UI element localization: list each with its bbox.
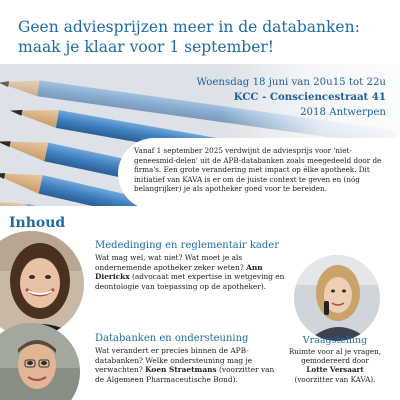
topic-1-speaker-desc: (advocaat met expertise in wetgeving en deontologie van toepassing op de apotheker).	[95, 272, 285, 291]
intro-bubble	[118, 138, 400, 210]
content-section-title: Inhoud	[9, 215, 66, 231]
qa-title: Vraagstelling	[302, 335, 368, 346]
event-info	[166, 75, 386, 120]
moderator-photo-lotte-versaart	[294, 255, 380, 341]
event-venue: KCC - Consciencestraat 41	[233, 91, 386, 103]
qa-moderator-name: Lotte Versaart	[306, 365, 364, 375]
event-date: Woensdag 18 juni van 20u15 tot 22u	[196, 77, 386, 88]
headline-line-2: maak je klaar voor 1 september!	[18, 38, 274, 56]
topic-2-text: Wat verandert er precies binnen de APB-databanken? Welke ondersteuning mag je verwachten?	[95, 346, 253, 375]
headline-line-1: Geen adviesprijzen meer in de databanken:	[18, 18, 360, 36]
topic-databanken	[95, 333, 280, 384]
qa-line-1: Ruimte voor al je vragen,	[288, 347, 382, 356]
topic-2-speaker-desc: (voorzitter van de Algemeen Pharmaceutische Bond).	[95, 365, 275, 384]
topic-1-text: Wat mag wel, wat niet? Wat moet je als ondernemende apotheker zeker weten?	[95, 253, 244, 272]
page-headline	[18, 17, 388, 57]
speaker-photo-ann-dierickx	[0, 231, 84, 337]
topic-2-description	[95, 346, 280, 384]
topic-2-title: Databanken en ondersteuning	[95, 333, 249, 344]
qa-moderator-desc: (voorzitter van KAVA).	[294, 374, 376, 384]
speaker-photo-koen-straetmans	[0, 323, 80, 400]
intro-text: Vanaf 1 september 2025 verdwijnt de adviesprijs voor 'niet-geneesmid-delen' uit de APB-databanken zoals meegedeeld door de firma's. Een grote verandering met impact op élke apotheek. Dit initiatief van KAVA is er om de juiste context te geven en (nóg belangrijker) je als apotheker goed voor te bereiden.	[134, 146, 382, 194]
qa-line-2: gemodereerd door	[301, 356, 369, 366]
topic-2-speaker-name: Koen Straetmans	[145, 365, 217, 375]
topic-1-description	[95, 253, 285, 291]
qa-block	[280, 335, 390, 384]
topic-1-speaker-name: Ann Dierickx	[95, 262, 263, 282]
event-city: 2018 Antwerpen	[300, 107, 386, 118]
topic-1-title: Mededinging en reglementair kader	[95, 240, 279, 251]
topic-mededinging	[95, 240, 285, 291]
